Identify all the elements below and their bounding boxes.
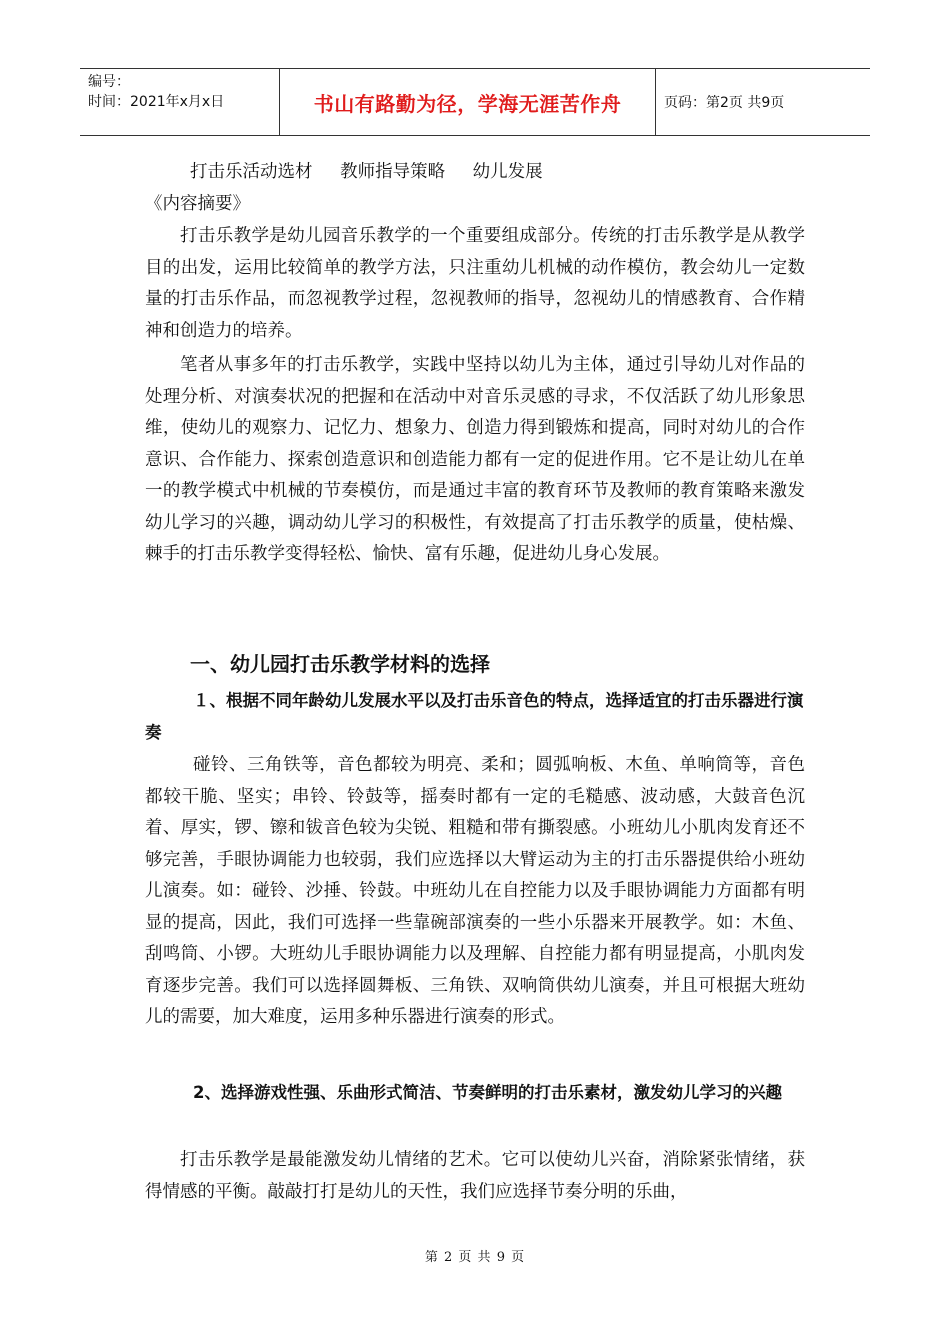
- subsection-heading: １、根据不同年龄幼儿发展水平以及打击乐音色的特点，选择适宜的打击乐器进行演奏: [145, 691, 804, 742]
- abstract-paragraph: 打击乐教学是幼儿园音乐教学的一个重要组成部分。传统的打击乐教学是从教学目的出发，运用比较简单的教学方法，只注重幼儿机械的动作模仿，教会幼儿一定数量的打击乐作品，而忽视教学过程，忽视教师的指导，忽视幼儿的情感教育、合作精神和创造力的培养。: [145, 226, 805, 341]
- number-label: 编号：: [88, 74, 130, 90]
- motto-text: 书山有路勤为径，学海无涯苦作舟: [313, 91, 622, 116]
- keyword: 教师指导策略: [340, 162, 446, 182]
- abstract-title: 《内容摘要》: [145, 194, 250, 214]
- abstract-paragraph: 笔者从事多年的打击乐教学，实践中坚持以幼儿为主体，通过引导幼儿对作品的处理分析、对演奏状况的把握和在活动中对音乐灵感的寻求，不仅活跃了幼儿形象思维，使幼儿的观察力、记忆力、想象力、创造力得到锻炼和提高，同时对幼儿的合作意识、合作能力、探索创造意识和创造能力都有一定的促进作用。它不是让幼儿在单一的教学模式中机械的节奏模仿，而是通过丰富的教育环节及教师的教育策略来激发幼儿学习的兴趣，调动幼儿学习的积极性，有效提高了打击乐教学的质量，使枯燥、棘手的打击乐教学变得轻松、愉快、富有乐趣，促进幼儿身心发展。: [145, 355, 805, 564]
- page-footer: 第 2 页 共 9 页: [424, 1250, 526, 1265]
- document-header: [80, 68, 870, 136]
- keyword: 幼儿发展: [472, 162, 543, 182]
- section-heading: 一、幼儿园打击乐教学材料的选择: [190, 652, 490, 676]
- body-paragraph: 碰铃、三角铁等，音色都较为明亮、柔和；圆弧响板、木鱼、单响筒等，音色都较干脆、坚实；串铃、铃鼓等，摇奏时都有一定的毛糙感、波动感，大鼓音色沉着、厚实，锣、镲和钹音色较为尖锐、粗糙和带有撕裂感。小班幼儿小肌肉发育还不够完善，手眼协调能力也较弱，我们应选择以大臂运动为主的打击乐器提供给小班幼儿演奏。如：碰铃、沙捶、铃鼓。中班幼儿在自控能力以及手眼协调能力方面都有明显的提高，因此，我们可选择一些靠碗部演奏的一些小乐器来开展教学。如：木鱼、刮鸣筒、小锣。大班幼儿手眼协调能力以及理解、自控能力都有明显提高，小肌肉发育逐步完善。我们可以选择圆舞板、三角铁、双响筒供幼儿演奏，并且可根据大班幼儿的需要，加大难度，运用多种乐器进行演奏的形式。: [145, 755, 805, 1027]
- subsection-heading: 2、选择游戏性强、乐曲形式简洁、节奏鲜明的打击乐素材，激发幼儿学习的兴趣: [193, 1083, 782, 1102]
- header-motto-cell: [280, 69, 656, 135]
- page-info: 页码：第2页 共9页: [664, 95, 785, 111]
- body-paragraph: 打击乐教学是最能激发幼儿情绪的艺术。它可以使幼儿兴奋，消除紧张情绪，获得情感的平衡。敲敲打打是幼儿的天性，我们应选择节奏分明的乐曲，: [145, 1150, 805, 1202]
- keyword: 打击乐活动选材: [190, 162, 313, 182]
- date-label: 时间：2021年x月x日: [88, 94, 225, 110]
- header-page-cell: [656, 69, 870, 135]
- header-meta-cell: [80, 69, 280, 135]
- keywords-line: [190, 158, 565, 183]
